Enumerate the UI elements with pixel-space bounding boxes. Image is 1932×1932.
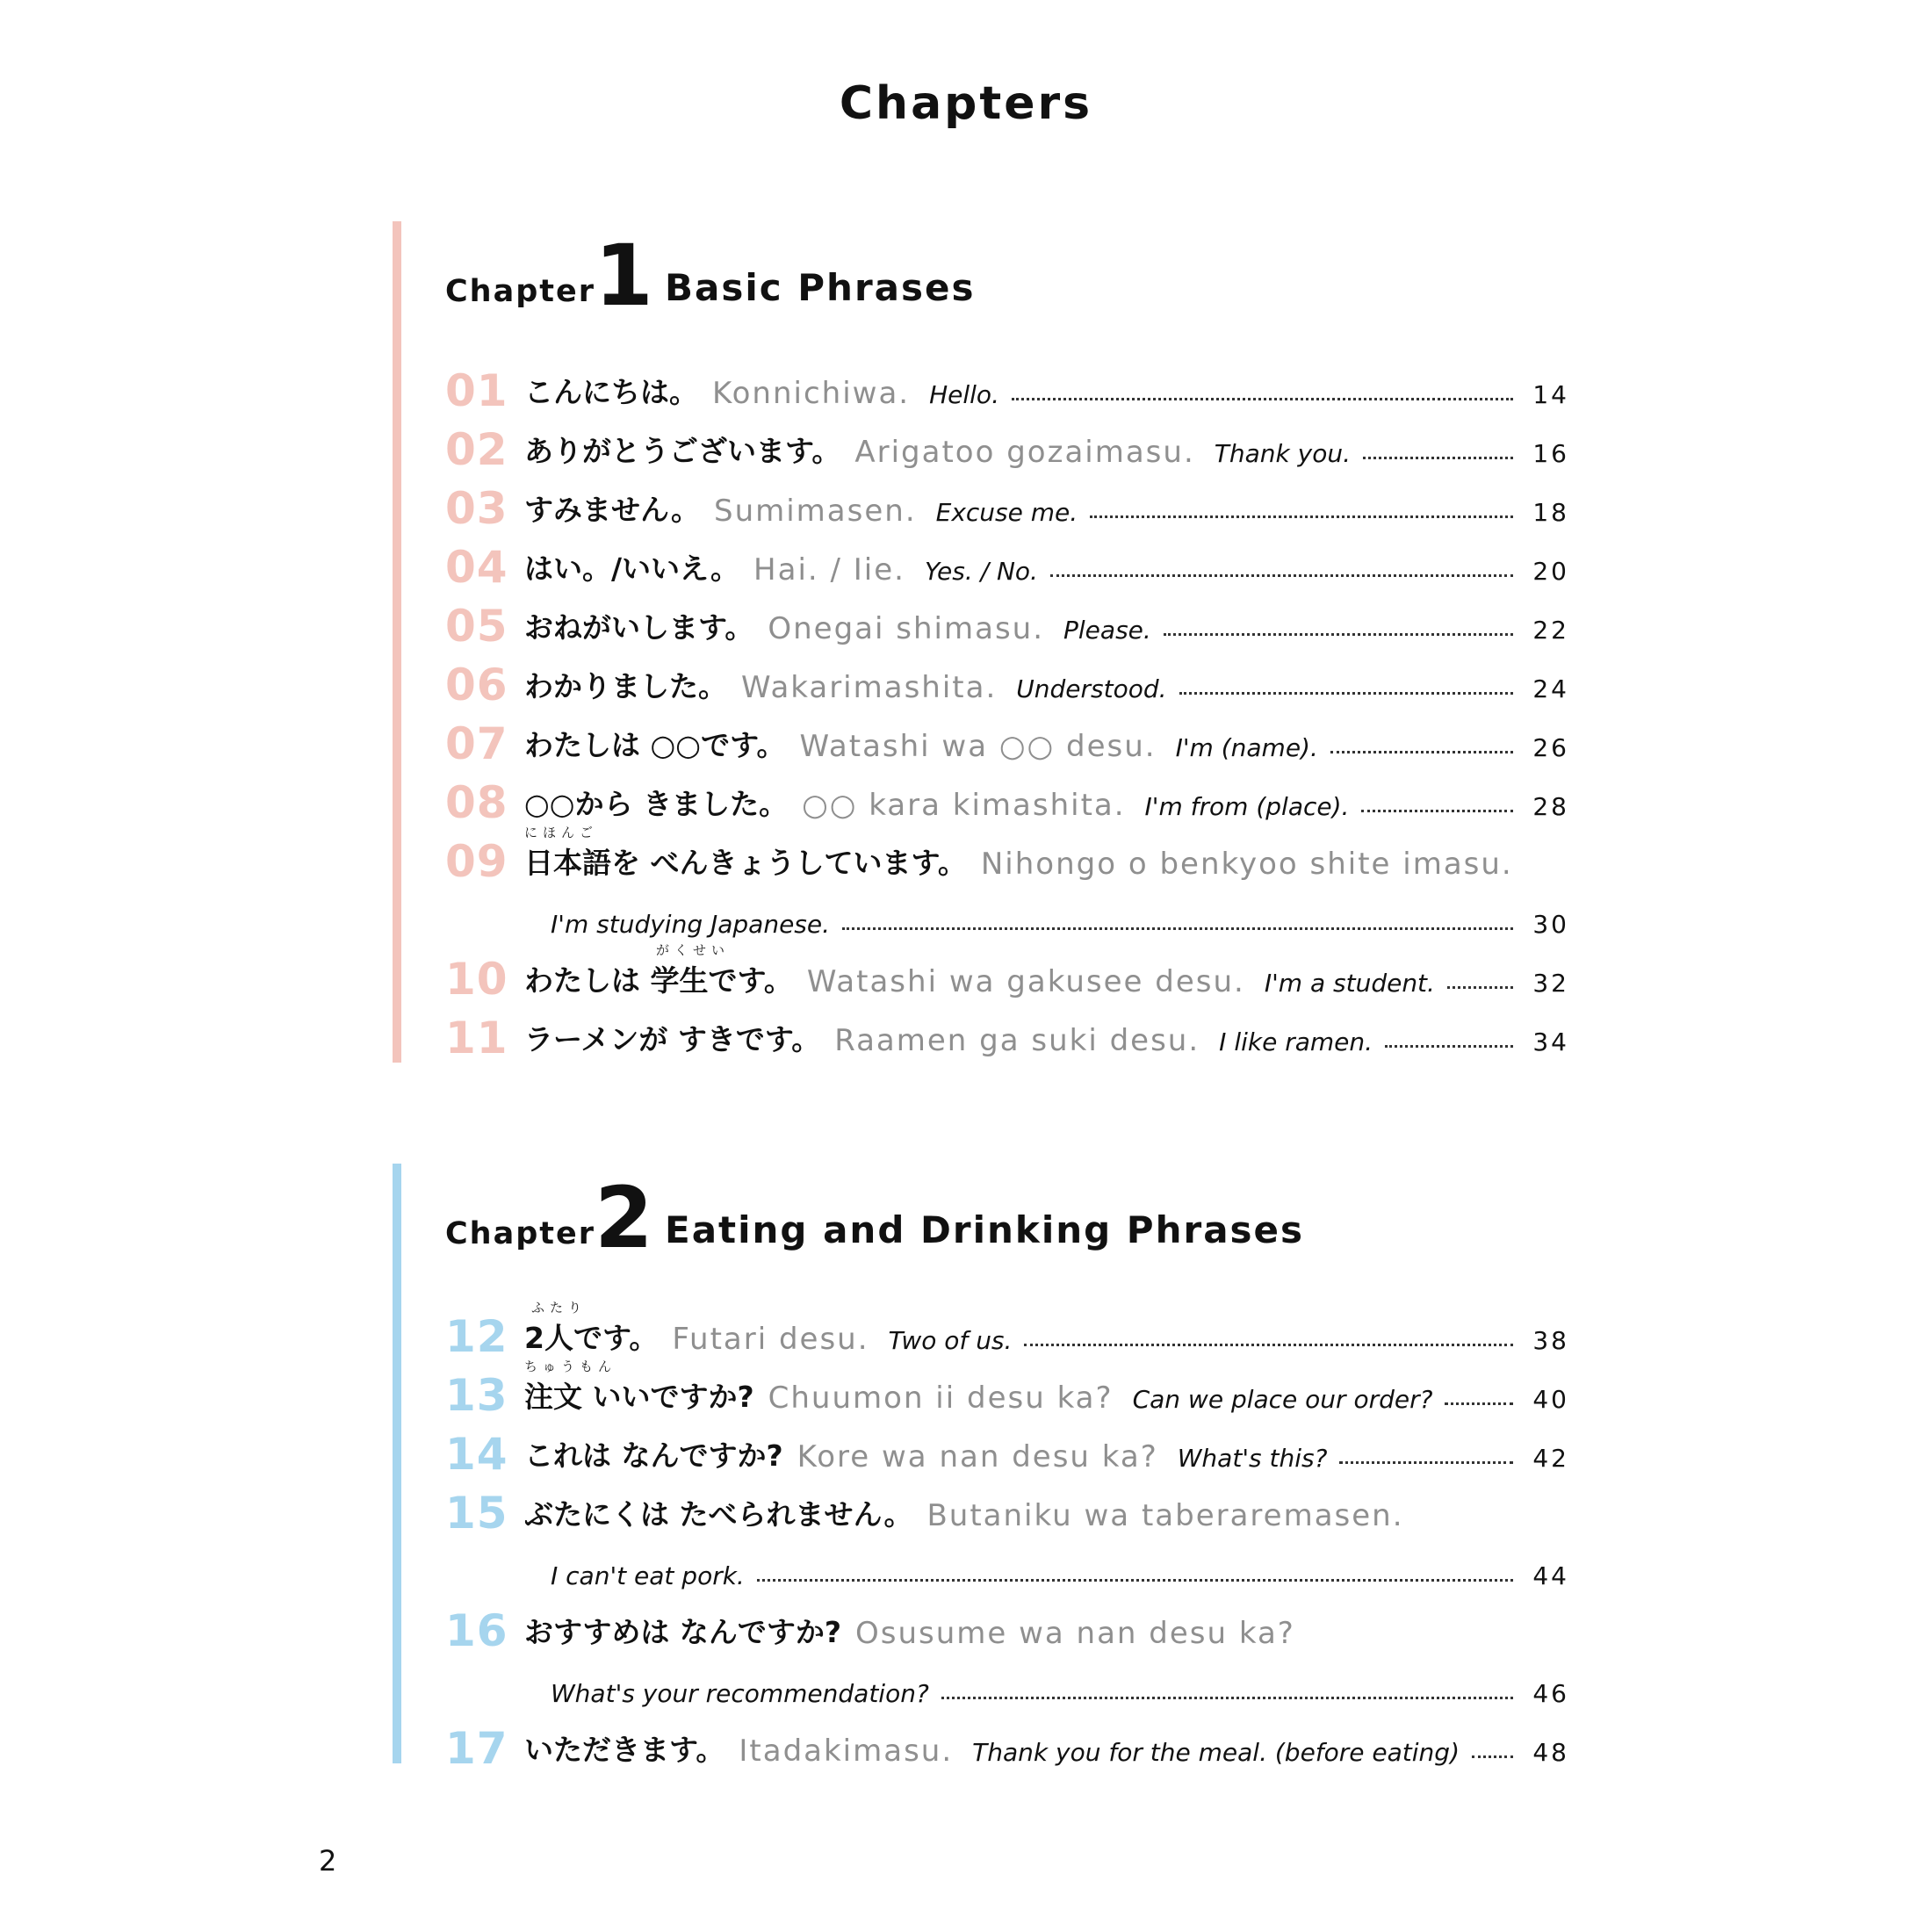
- entry-english: I'm a student.: [1264, 969, 1435, 998]
- chapter-label: Chapter: [445, 1216, 596, 1251]
- entry-english: Please.: [1063, 616, 1151, 645]
- entry-english: Understood.: [1016, 674, 1167, 703]
- entry-page: 34: [1532, 1027, 1569, 1056]
- dot-leader: [1179, 692, 1513, 695]
- entry-romaji: Sumimasen.: [713, 494, 917, 529]
- dot-leader: [1050, 574, 1513, 577]
- chapter-1: [393, 221, 1569, 1063]
- entry-page: 40: [1532, 1385, 1569, 1414]
- furigana: がくせい: [656, 942, 731, 958]
- entry-japanese: おねがいします。: [524, 610, 754, 645]
- entry-number: 09: [445, 836, 508, 887]
- entry-english: What's this?: [1177, 1444, 1328, 1473]
- entry-japanese: すみません。: [524, 493, 700, 527]
- entry-page: 46: [1532, 1679, 1569, 1708]
- chapter-color-bar: [393, 1164, 401, 1763]
- dot-leader: [1363, 457, 1513, 459]
- page-title: Chapters: [839, 77, 1093, 130]
- entry-number: 14: [445, 1429, 508, 1480]
- entry-number: 01: [445, 365, 508, 416]
- entry-japanese: [524, 1300, 659, 1357]
- entry-page: 28: [1532, 792, 1569, 821]
- entry-romaji: Raamen ga suki desu.: [834, 1023, 1200, 1058]
- entry-page: 38: [1532, 1326, 1569, 1355]
- entry-japanese-text: 注文 いいですか?: [524, 1380, 754, 1414]
- entry-page: 32: [1532, 969, 1569, 998]
- entry-number: 13: [445, 1370, 508, 1421]
- entry-english: I'm studying Japanese.: [551, 910, 831, 939]
- entry-japanese: [524, 1359, 754, 1416]
- entry-romaji: Wakarimashita.: [741, 670, 998, 705]
- entry-english: Thank you for the meal. (before eating): [972, 1738, 1460, 1767]
- entry-english: Hello.: [929, 380, 999, 409]
- entry-japanese: わかりました。: [524, 669, 727, 703]
- chapter-label: Chapter: [445, 274, 596, 309]
- dot-leader: [1339, 1461, 1513, 1464]
- entry-romaji: Kore wa nan desu ka?: [797, 1439, 1158, 1474]
- dot-leader: [1445, 1402, 1513, 1405]
- entry-japanese-text: 2人です。: [524, 1321, 659, 1355]
- entry-japanese-text: 日本語を べんきょうしています。: [524, 846, 967, 880]
- entry-japanese: ラーメンが すきです。: [524, 1022, 821, 1056]
- entry-number: 04: [445, 542, 508, 593]
- entry-english: Thank you.: [1214, 439, 1351, 468]
- chapter-color-bar: [393, 221, 401, 1063]
- entry-japanese: ぶたにくは たべられません。: [524, 1497, 913, 1532]
- entry-romaji: Arigatoo gozaimasu.: [854, 435, 1195, 470]
- dot-leader: [941, 1697, 1513, 1699]
- entry-page: 26: [1532, 733, 1569, 762]
- page-number: 2: [319, 1844, 337, 1878]
- entry-romaji: Konnichiwa.: [712, 376, 911, 411]
- dot-leader: [842, 927, 1513, 930]
- entry-number: 12: [445, 1311, 508, 1362]
- entry-page: 42: [1532, 1444, 1569, 1473]
- furigana: にほんご: [524, 825, 599, 840]
- chapter-number: 1: [595, 227, 653, 325]
- entry-english: Can we place our order?: [1132, 1385, 1433, 1414]
- entry-page: 18: [1532, 498, 1569, 527]
- entry-english: I'm (name).: [1175, 733, 1318, 762]
- entry-romaji: Osusume wa nan desu ka?: [854, 1616, 1295, 1651]
- entry-number: 07: [445, 718, 508, 769]
- entry-japanese: はい。/いいえ。: [524, 551, 740, 586]
- chapter-number: 2: [595, 1169, 653, 1267]
- entry-romaji: Futari desu.: [672, 1322, 869, 1357]
- entry-romaji: ○○ kara kimashita.: [802, 788, 1126, 823]
- entry-page: 14: [1532, 380, 1569, 409]
- entry-romaji: Chuumon ii desu ka?: [768, 1381, 1114, 1416]
- entry-number: 06: [445, 660, 508, 710]
- entry-romaji: Hai. / Iie.: [753, 552, 905, 588]
- entry-number: 15: [445, 1488, 508, 1539]
- entry-english: I like ramen.: [1219, 1027, 1373, 1056]
- entry-english: What's your recommendation?: [551, 1679, 929, 1708]
- entry-english: Yes. / No.: [924, 557, 1038, 586]
- entry-english: Two of us.: [888, 1326, 1013, 1355]
- dot-leader: [1472, 1755, 1513, 1758]
- entry-english: I can't eat pork.: [551, 1561, 745, 1590]
- entry-number: 02: [445, 424, 508, 475]
- entry-romaji: Butaniku wa taberaremasen.: [926, 1498, 1404, 1533]
- entry-number: 10: [445, 954, 508, 1005]
- entry-number: 05: [445, 601, 508, 652]
- chapter-name: Eating and Drinking Phrases: [665, 1208, 1305, 1251]
- entry-romaji: Watashi wa gakusee desu.: [806, 964, 1245, 999]
- dot-leader: [1164, 633, 1513, 636]
- entry-number: 16: [445, 1605, 508, 1656]
- entry-japanese: おすすめは なんですか?: [524, 1615, 841, 1649]
- entry-english: I'm from (place).: [1144, 792, 1350, 821]
- dot-leader: [1024, 1344, 1513, 1346]
- dot-leader: [1361, 810, 1513, 812]
- entry-number: 08: [445, 777, 508, 828]
- entry-english: Excuse me.: [935, 498, 1078, 527]
- entry-japanese: [524, 825, 967, 882]
- entry-japanese: ありがとうございます。: [524, 434, 841, 468]
- entry-number: 11: [445, 1013, 508, 1063]
- entry-japanese: いただきます。: [524, 1733, 725, 1767]
- entry-page: 22: [1532, 616, 1569, 645]
- chapter-name: Basic Phrases: [665, 266, 976, 309]
- entry-page: 30: [1532, 910, 1569, 939]
- furigana: ちゅうもん: [524, 1359, 617, 1374]
- entry-page: 24: [1532, 674, 1569, 703]
- entry-number: 03: [445, 483, 508, 534]
- chapter-2: [393, 1164, 1569, 1774]
- entry-romaji: Onegai shimasu.: [768, 611, 1045, 646]
- entry-japanese: わたしは ○○です。: [524, 728, 786, 762]
- furigana: ふたり: [531, 1300, 588, 1316]
- entry-page: 16: [1532, 439, 1569, 468]
- entry-japanese-text: わたしは 学生です。: [524, 963, 793, 998]
- entry-japanese: [524, 942, 793, 999]
- dot-leader: [1330, 751, 1513, 753]
- entry-romaji: Nihongo o benkyoo shite imasu.: [980, 847, 1513, 882]
- entry-japanese: ○○から きました。: [524, 787, 789, 821]
- entry-page: 48: [1532, 1738, 1569, 1767]
- entry-romaji: Itadakimasu.: [739, 1734, 954, 1769]
- entry-page: 44: [1532, 1561, 1569, 1590]
- dot-leader: [1385, 1045, 1513, 1048]
- dot-leader: [757, 1579, 1513, 1582]
- entry-japanese: こんにちは。: [524, 375, 698, 409]
- entry-number: 17: [445, 1723, 508, 1774]
- dot-leader: [1090, 515, 1513, 518]
- dot-leader: [1012, 398, 1513, 400]
- entry-romaji: Watashi wa ○○ desu.: [799, 729, 1157, 764]
- entry-page: 20: [1532, 557, 1569, 586]
- entry-japanese: これは なんですか?: [524, 1438, 783, 1473]
- dot-leader: [1447, 986, 1513, 989]
